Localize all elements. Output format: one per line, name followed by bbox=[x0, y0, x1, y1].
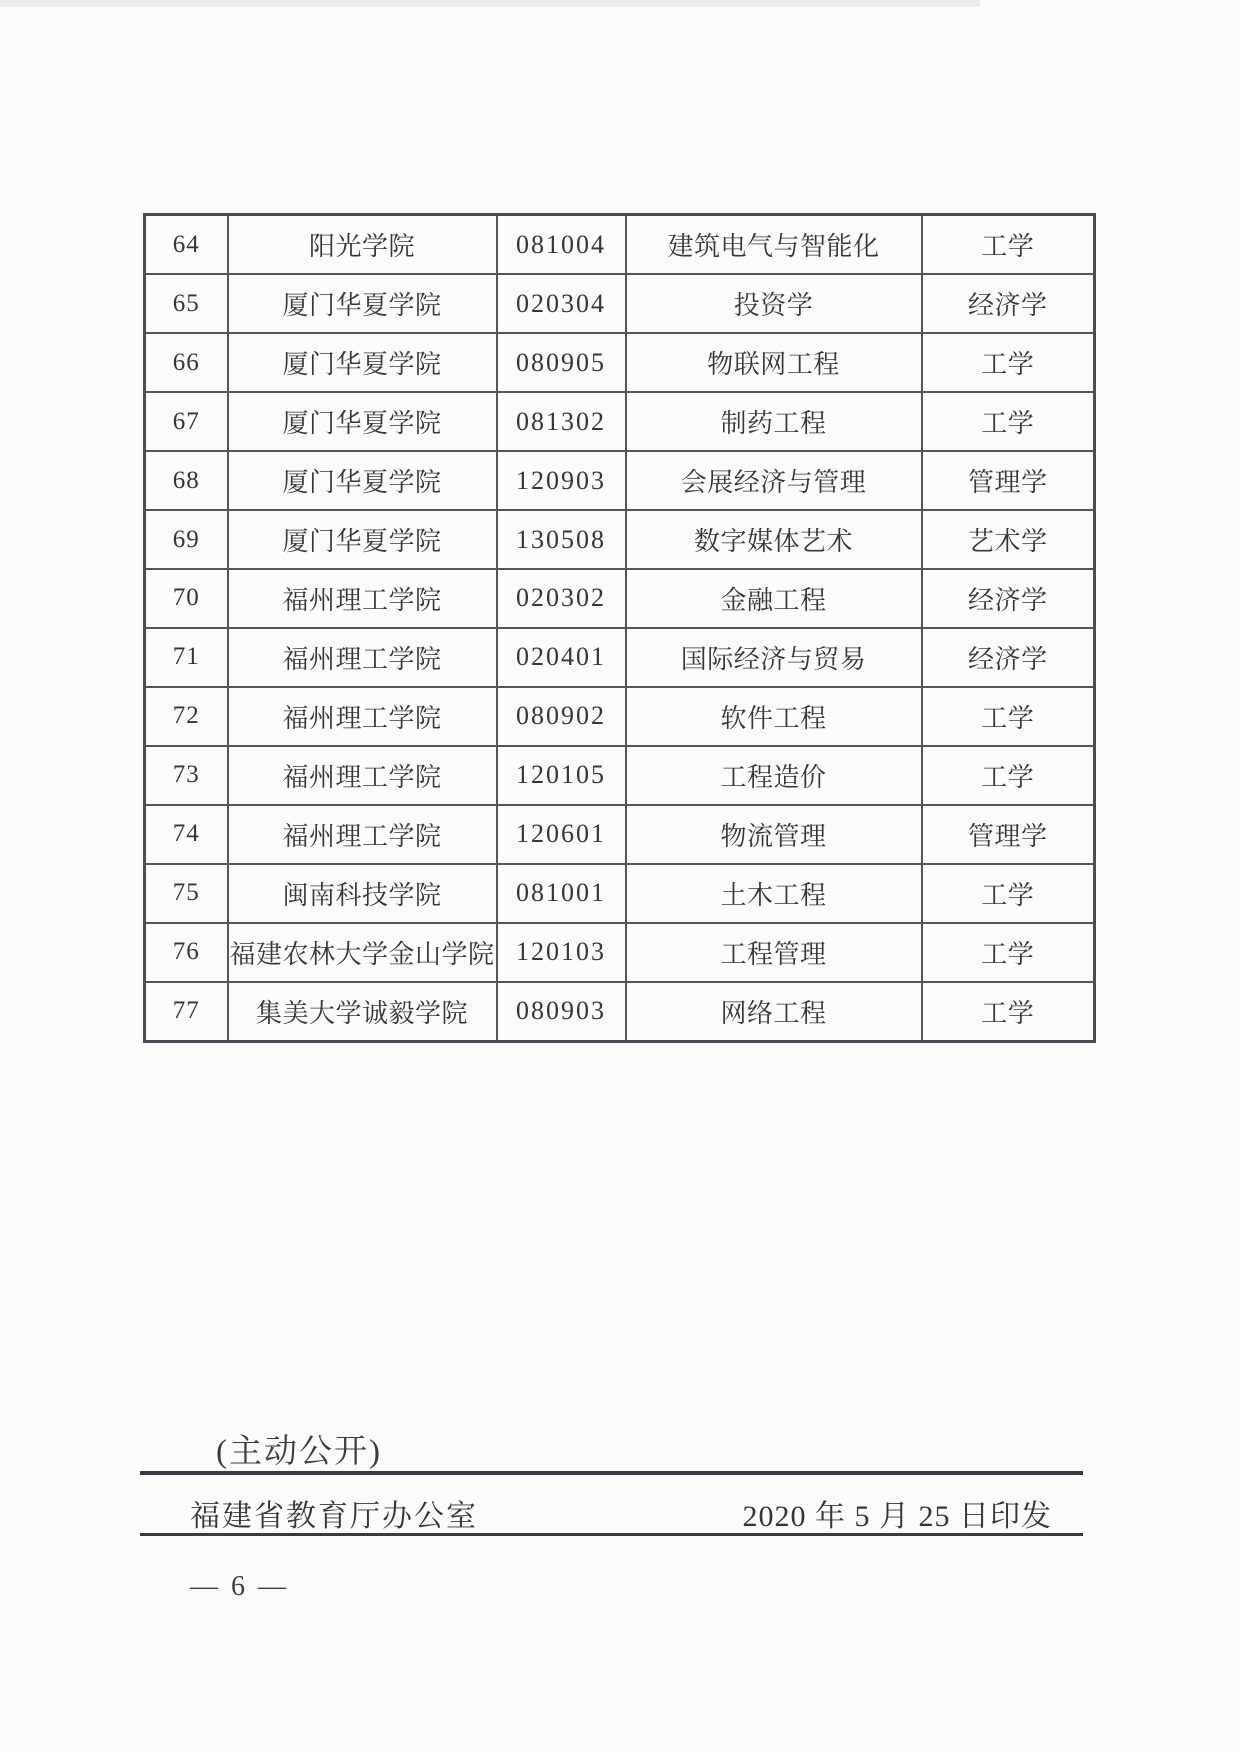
table-row bbox=[145, 805, 1095, 864]
school-name-cell: 厦门华夏学院 bbox=[228, 451, 497, 510]
major-code-cell: 080903 bbox=[497, 982, 626, 1042]
row-number-cell: 70 bbox=[145, 569, 228, 628]
discipline-category-cell: 工学 bbox=[922, 392, 1095, 451]
row-number-cell: 65 bbox=[145, 274, 228, 333]
major-code-cell: 020304 bbox=[497, 274, 626, 333]
table-row bbox=[145, 274, 1095, 333]
row-number-cell: 71 bbox=[145, 628, 228, 687]
row-number-cell: 74 bbox=[145, 805, 228, 864]
major-code-cell: 020401 bbox=[497, 628, 626, 687]
school-name-cell: 福州理工学院 bbox=[228, 687, 497, 746]
discipline-category-cell: 工学 bbox=[922, 746, 1095, 805]
table-row bbox=[145, 569, 1095, 628]
school-name-cell: 阳光学院 bbox=[228, 215, 497, 275]
major-name-cell: 工程造价 bbox=[626, 746, 922, 805]
print-date: 2020 年 5 月 25 日印发 bbox=[742, 1500, 1052, 1533]
table-row bbox=[145, 392, 1095, 451]
row-number-cell: 67 bbox=[145, 392, 228, 451]
major-name-cell: 网络工程 bbox=[626, 982, 922, 1042]
scan-artifact-strip bbox=[0, 0, 980, 7]
publicity-note: (主动公开) bbox=[216, 1434, 382, 1470]
major-code-cell: 081001 bbox=[497, 864, 626, 923]
row-number-cell: 77 bbox=[145, 982, 228, 1042]
major-name-cell: 数字媒体艺术 bbox=[626, 510, 922, 569]
major-name-cell: 会展经济与管理 bbox=[626, 451, 922, 510]
major-name-cell: 金融工程 bbox=[626, 569, 922, 628]
footer-rule-bottom bbox=[140, 1533, 1083, 1536]
major-code-cell: 120601 bbox=[497, 805, 626, 864]
footer-rule-top bbox=[140, 1471, 1083, 1475]
row-number-cell: 68 bbox=[145, 451, 228, 510]
table-row bbox=[145, 746, 1095, 805]
major-name-cell: 物联网工程 bbox=[626, 333, 922, 392]
discipline-category-cell: 工学 bbox=[922, 864, 1095, 923]
row-number-cell: 72 bbox=[145, 687, 228, 746]
discipline-category-cell: 经济学 bbox=[922, 628, 1095, 687]
major-name-cell: 国际经济与贸易 bbox=[626, 628, 922, 687]
row-number-cell: 64 bbox=[145, 215, 228, 275]
school-name-cell: 福州理工学院 bbox=[228, 628, 497, 687]
discipline-category-cell: 经济学 bbox=[922, 274, 1095, 333]
discipline-category-cell: 管理学 bbox=[922, 805, 1095, 864]
major-name-cell: 工程管理 bbox=[626, 923, 922, 982]
school-name-cell: 福建农林大学金山学院 bbox=[228, 923, 497, 982]
school-name-cell: 厦门华夏学院 bbox=[228, 392, 497, 451]
table-row bbox=[145, 687, 1095, 746]
discipline-category-cell: 工学 bbox=[922, 215, 1095, 275]
row-number-cell: 73 bbox=[145, 746, 228, 805]
row-number-cell: 76 bbox=[145, 923, 228, 982]
major-name-cell: 投资学 bbox=[626, 274, 922, 333]
row-number-cell: 66 bbox=[145, 333, 228, 392]
major-code-cell: 120103 bbox=[497, 923, 626, 982]
major-code-cell: 130508 bbox=[497, 510, 626, 569]
major-code-cell: 081004 bbox=[497, 215, 626, 275]
school-name-cell: 厦门华夏学院 bbox=[228, 333, 497, 392]
table-row bbox=[145, 510, 1095, 569]
page-number: — 6 — bbox=[190, 1571, 289, 1602]
discipline-category-cell: 艺术学 bbox=[922, 510, 1095, 569]
table-row bbox=[145, 982, 1095, 1042]
major-code-cell: 120903 bbox=[497, 451, 626, 510]
major-name-cell: 软件工程 bbox=[626, 687, 922, 746]
table-row bbox=[145, 451, 1095, 510]
school-name-cell: 闽南科技学院 bbox=[228, 864, 497, 923]
major-name-cell: 建筑电气与智能化 bbox=[626, 215, 922, 275]
row-number-cell: 75 bbox=[145, 864, 228, 923]
table-row bbox=[145, 923, 1095, 982]
school-name-cell: 福州理工学院 bbox=[228, 746, 497, 805]
table-row bbox=[145, 628, 1095, 687]
major-approval-table bbox=[143, 213, 1096, 1043]
major-name-cell: 土木工程 bbox=[626, 864, 922, 923]
table-body bbox=[145, 215, 1095, 1042]
major-code-cell: 081302 bbox=[497, 392, 626, 451]
school-name-cell: 集美大学诚毅学院 bbox=[228, 982, 497, 1042]
major-code-cell: 080905 bbox=[497, 333, 626, 392]
school-name-cell: 福州理工学院 bbox=[228, 805, 497, 864]
school-name-cell: 福州理工学院 bbox=[228, 569, 497, 628]
footer-issuing-line bbox=[190, 1491, 1052, 1535]
major-code-cell: 080902 bbox=[497, 687, 626, 746]
discipline-category-cell: 工学 bbox=[922, 982, 1095, 1042]
discipline-category-cell: 工学 bbox=[922, 333, 1095, 392]
major-code-cell: 020302 bbox=[497, 569, 626, 628]
discipline-category-cell: 工学 bbox=[922, 923, 1095, 982]
table-row bbox=[145, 333, 1095, 392]
discipline-category-cell: 经济学 bbox=[922, 569, 1095, 628]
discipline-category-cell: 工学 bbox=[922, 687, 1095, 746]
school-name-cell: 厦门华夏学院 bbox=[228, 510, 497, 569]
school-name-cell: 厦门华夏学院 bbox=[228, 274, 497, 333]
table-row bbox=[145, 215, 1095, 275]
issuing-office: 福建省教育厅办公室 bbox=[190, 1500, 478, 1533]
major-name-cell: 物流管理 bbox=[626, 805, 922, 864]
major-name-cell: 制药工程 bbox=[626, 392, 922, 451]
row-number-cell: 69 bbox=[145, 510, 228, 569]
table-row bbox=[145, 864, 1095, 923]
discipline-category-cell: 管理学 bbox=[922, 451, 1095, 510]
major-code-cell: 120105 bbox=[497, 746, 626, 805]
